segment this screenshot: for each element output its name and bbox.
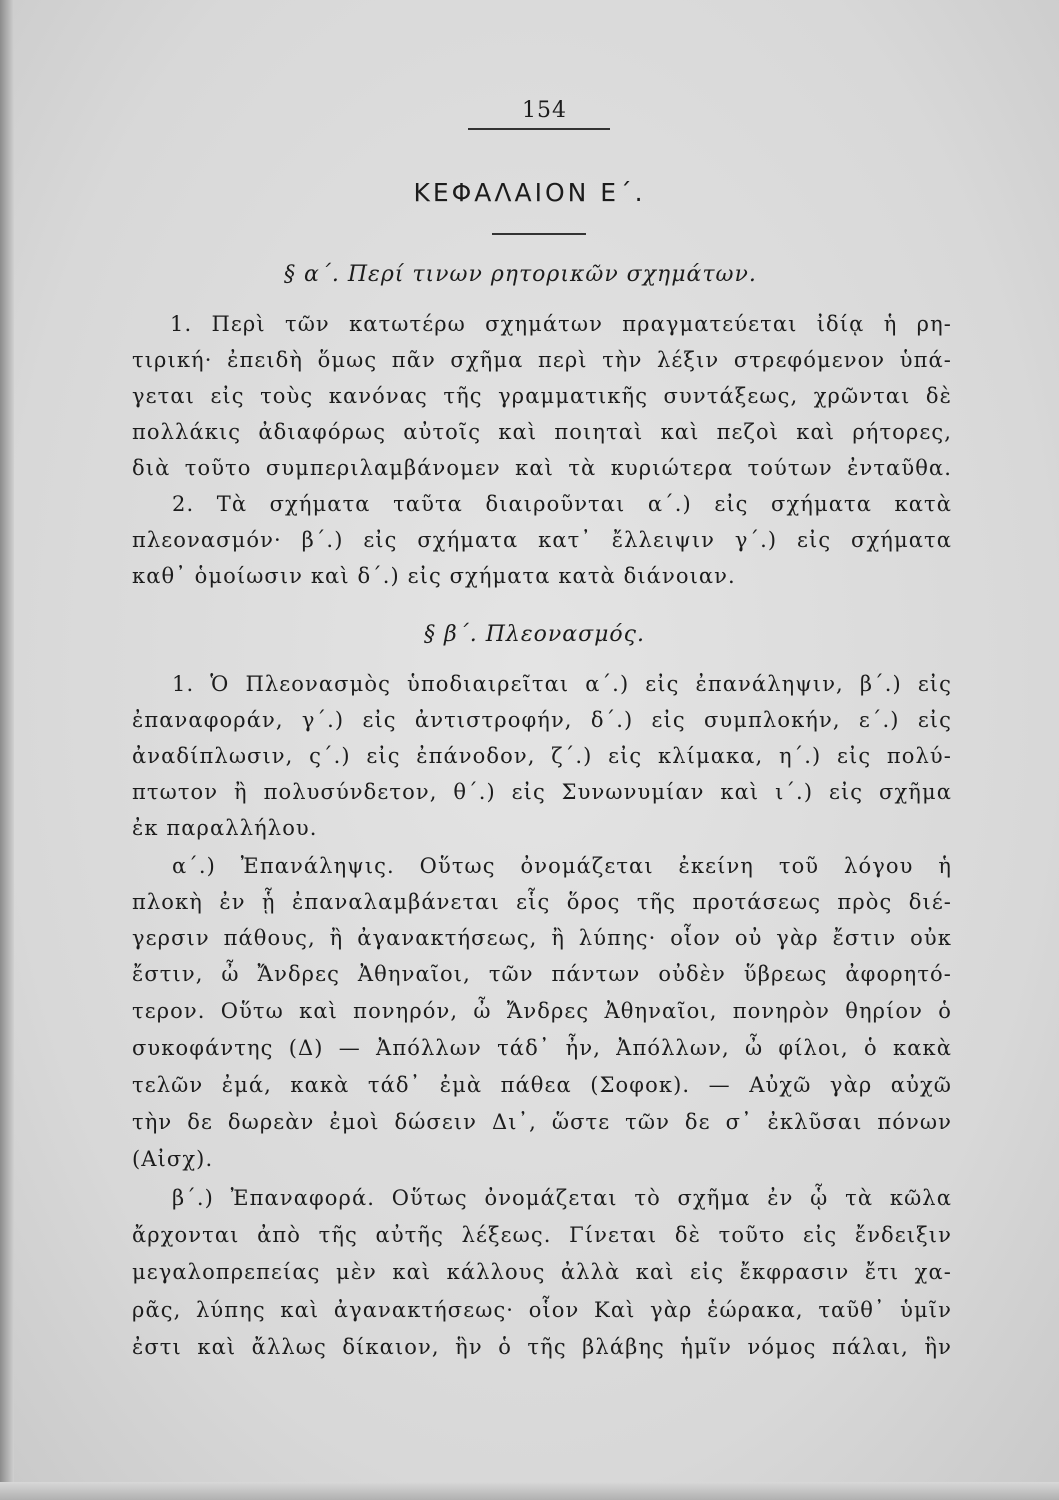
header-rule bbox=[468, 128, 610, 130]
text-line: τὴν δε δωρεὰν ἐμοὶ δώσειν Δι᾽, ὥστε τῶν δε σ᾽ ἐκλῦσαι πόνων bbox=[132, 1110, 952, 1134]
text-line: πλεονασμόν· β΄.) εἰς σχήματα κατ᾽ ἔλλειψιν γ΄.) εἰς σχήματα bbox=[132, 528, 952, 552]
section-1-heading: § α΄. Περί τινων ρητορικῶν σχημάτων. bbox=[284, 262, 757, 287]
text-line: διὰ τοῦτο συμπεριλαμβάνομεν καὶ τὰ κυριώτερα τούτων ἐνταῦθα. bbox=[132, 456, 952, 480]
text-line: ἐκ παραλλήλου. bbox=[132, 816, 318, 840]
text-line: ἐστι καὶ ἄλλως δίκαιον, ἣν ὁ τῆς βλάβης ἡμῖν νόμος πάλαι, ἣν bbox=[132, 1335, 952, 1359]
text-line: πλοκὴ ἐν ᾗ ἐπαναλαμβάνεται εἷς ὅρος τῆς προτάσεως πρὸς διέ- bbox=[132, 890, 952, 914]
text-line: τιρική· ἐπειδὴ ὅμως πᾶν σχῆμα περὶ τὴν λέξιν στρεφόμενον ὑπά- bbox=[132, 348, 952, 372]
text-line: ρᾶς, λύπης καὶ ἀγανακτήσεως· οἷον Καὶ γὰρ ἑώρακα, ταῦθ᾽ ὑμῖν bbox=[132, 1298, 952, 1322]
text-line: καθ᾽ ὁμοίωσιν καὶ δ΄.) εἰς σχήματα κατὰ διάνοιαν. bbox=[132, 564, 736, 588]
chapter-title: ΚΕΦΑΛΑΙΟΝ Ε΄. bbox=[413, 178, 646, 207]
text-line: γερσιν πάθους, ἢ ἀγανακτήσεως, ἢ λύπης· οἷον οὐ γὰρ ἔστιν οὐκ bbox=[132, 926, 952, 950]
text-line: 2. Τὰ σχήματα ταῦτα διαιροῦνται α΄.) εἰς σχήματα κατὰ bbox=[172, 492, 952, 516]
page-shadow-left bbox=[0, 0, 14, 1500]
text-line: ἀναδίπλωσιν, ς΄.) εἰς ἐπάνοδον, ζ΄.) εἰς κλίμακα, η΄.) εἰς πολύ- bbox=[132, 744, 952, 768]
page-number: 154 bbox=[522, 98, 567, 123]
text-line: ἄρχονται ἀπὸ τῆς αὐτῆς λέξεως. Γίνεται δὲ τοῦτο εἰς ἔνδειξιν bbox=[132, 1223, 952, 1247]
text-line: μεγαλοπρεπείας μὲν καὶ κάλλους ἀλλὰ καὶ εἰς ἔκφρασιν ἔτι χα- bbox=[132, 1260, 952, 1284]
text-line: συκοφάντης (Δ) — Ἀπόλλων τάδ᾽ ἦν, Ἀπόλλων, ὦ φίλοι, ὁ κακὰ bbox=[132, 1036, 952, 1060]
text-line: πτωτον ἢ πολυσύνδετον, θ΄.) εἰς Συνωνυμίαν καὶ ι΄.) εἰς σχῆμα bbox=[132, 780, 952, 804]
text-line: τερον. Οὕτω καὶ πονηρόν, ὦ Ἄνδρες Ἀθηναῖοι, πονηρὸν θηρίον ὁ bbox=[132, 999, 952, 1023]
text-line: ἐπαναφοράν, γ΄.) εἰς ἀντιστροφήν, δ΄.) εἰς συμπλοκήν, ε΄.) εἰς bbox=[132, 708, 952, 732]
chapter-rule bbox=[492, 233, 586, 235]
text-line: 1. Περὶ τῶν κατωτέρω σχημάτων πραγματεύεται ἰδίᾳ ἡ ρη- bbox=[170, 312, 952, 336]
page-shadow-bottom bbox=[0, 1482, 1059, 1500]
text-line: τελῶν ἐμά, κακὰ τάδ᾽ ἐμὰ πάθεα (Σοφοκ). — Αὐχῶ γὰρ αὐχῶ bbox=[132, 1073, 952, 1097]
text-line: ἔστιν, ὦ Ἄνδρες Ἀθηναῖοι, τῶν πάντων οὐδὲν ὕβρεως ἀφορητό- bbox=[132, 962, 952, 986]
text-line: (Αἰσχ). bbox=[132, 1147, 214, 1171]
text-line: α΄.) Ἐπανάληψις. Οὕτως ὀνομάζεται ἐκείνη τοῦ λόγου ἡ bbox=[172, 854, 952, 878]
text-line: γεται εἰς τοὺς κανόνας τῆς γραμματικῆς συντάξεως, χρῶνται δὲ bbox=[132, 384, 952, 408]
text-line: β΄.) Ἐπαναφορά. Οὕτως ὀνομάζεται τὸ σχῆμα ἐν ᾧ τὰ κῶλα bbox=[172, 1186, 952, 1210]
section-2-heading: § β΄. Πλεονασμός. bbox=[424, 622, 645, 647]
text-line: 1. Ὁ Πλεονασμὸς ὑποδιαιρεῖται α΄.) εἰς ἐπανάληψιν, β΄.) εἰς bbox=[172, 672, 952, 696]
text-line: πολλάκις ἀδιαφόρως αὐτοῖς καὶ ποιηταὶ καὶ πεζοὶ καὶ ρήτορες, bbox=[132, 420, 952, 444]
